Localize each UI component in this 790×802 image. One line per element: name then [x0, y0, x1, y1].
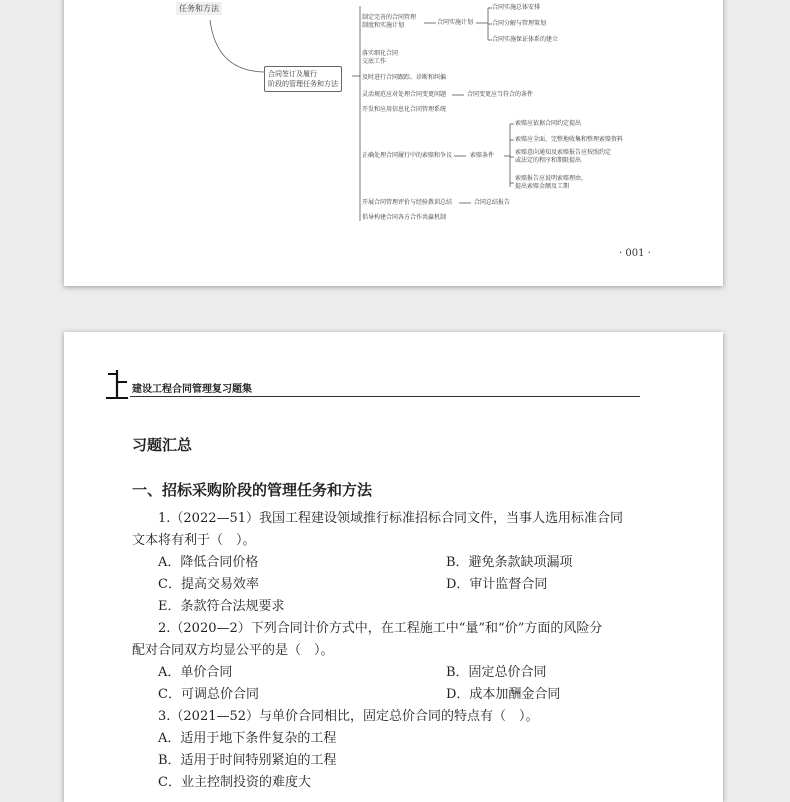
answer-option: A．降低合同价格: [158, 555, 259, 570]
mindmap-plan-leaf: 合同分解与管理策划: [492, 20, 547, 27]
mindmap-branch-line1: 合同签订及履行: [268, 70, 317, 78]
mindmap-plan-leaf: 合同实施保证体系的建立: [492, 36, 559, 43]
mindmap-plan-item: 制定完善的合同管理 制度和实施计划: [362, 14, 417, 29]
answer-option: D．成本加酬金合同: [446, 687, 561, 702]
signpost-icon: [106, 366, 132, 400]
subsection-title: 一、招标采购阶段的管理任务和方法: [132, 481, 373, 499]
answer-option: C．提高交易效率: [158, 577, 259, 592]
mindmap-branch-line2: 阶段的管理任务和方法: [268, 80, 338, 88]
mindmap-item: 及时进行合同跟踪、诊断和纠偏: [362, 74, 447, 81]
answer-option: D．审计监督合同: [446, 577, 548, 592]
answer-option: B．固定总价合同: [446, 665, 547, 680]
mindmap-plan-leaf: 合同实施总体安排: [492, 4, 541, 11]
section-title: 习题汇总: [132, 436, 193, 454]
mindmap-item: 落实细化合同 交底工作: [362, 50, 399, 65]
mindmap-change-item: 灵活规范应对处理合同变更问题: [362, 91, 447, 98]
mindmap-eval-item: 开展合同管理评价与经验教训总结: [362, 199, 453, 206]
answer-option: A．适用于地下条件复杂的工程: [158, 731, 337, 746]
running-header-title: 建设工程合同管理复习题集: [132, 384, 252, 395]
page-number: · 001 ·: [619, 248, 651, 259]
mindmap-claim-leaf: 索赔报告应说明索赔理由， 提出索赔金额及工期: [515, 175, 588, 190]
mindmap-change-leaf: 合同变更应当符合的条件: [467, 91, 534, 98]
mindmap-claim-leaf: 索赔意向通知及索赔报告应按照约定 或法定的程序和期限提出: [515, 149, 612, 164]
answer-option: C．业主控制投资的难度大: [158, 775, 311, 790]
answer-option: B．适用于时间特别紧迫的工程: [158, 753, 337, 768]
mindmap-claim-item: 正确处理合同履行中的索赔和争议: [362, 152, 453, 159]
question-stem: 3.（2021—52）与单价合同相比，固定总价合同的特点有（ ）。: [158, 709, 539, 724]
question-stem: 1.（2022—51）我国工程建设领域推行标准招标合同文件，当事人选用标准合同: [158, 511, 624, 526]
mindmap-connectors: [64, 0, 723, 286]
answer-option: A．单价合同: [158, 665, 233, 680]
mindmap-claim-mid: 索赔条件: [470, 152, 495, 159]
question-stem: 2.（2020—2）下列合同计价方式中，在工程施工中“量”和“价”方面的风险分: [158, 621, 603, 636]
mindmap-branch: [264, 66, 342, 92]
exercise-page: [64, 332, 723, 802]
answer-option: C．可调总价合同: [158, 687, 259, 702]
mindmap-claim-leaf: 索赔应依据合同约定提出: [515, 120, 582, 127]
mindmap-plan-mid: 合同实施计划: [437, 19, 474, 26]
question-stem: 文本将有利于（ ）。: [132, 533, 256, 548]
mindmap-mech-item: 倡导构建合同各方合作共赢机制: [362, 214, 447, 221]
answer-option: B．避免条款缺项漏项: [446, 555, 573, 570]
mindmap-eval-leaf: 合同总结报告: [474, 199, 511, 206]
mindmap-info-item: 开发和应用信息化合同管理系统: [362, 106, 447, 113]
mindmap-root: 任务和方法: [176, 2, 222, 15]
question-stem: 配对合同双方均显公平的是（ ）。: [132, 643, 334, 658]
mindmap-claim-leaf: 索赔应全面、完整地收集和整理索赔资料: [515, 136, 624, 143]
mindmap-page: [64, 0, 723, 286]
header-rule: [130, 396, 640, 397]
answer-option: E．条款符合法规要求: [158, 599, 285, 614]
